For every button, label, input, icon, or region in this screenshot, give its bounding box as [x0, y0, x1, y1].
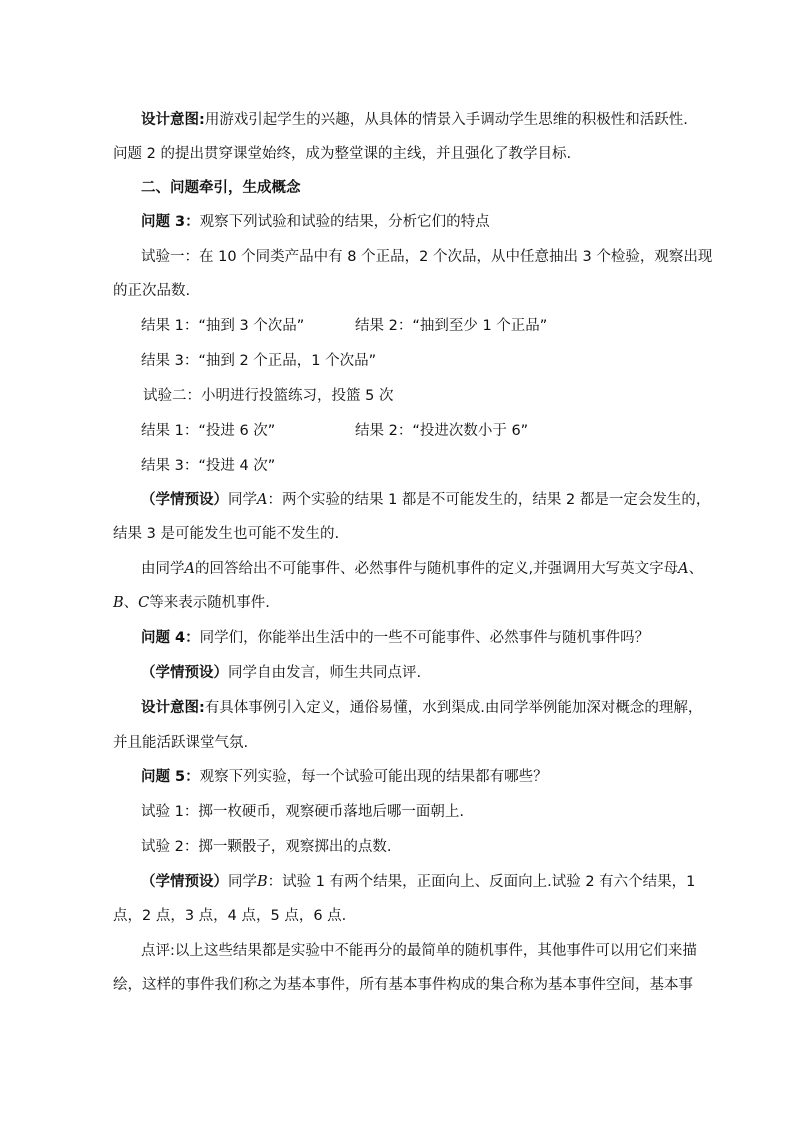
- presupposition-label: （学情预设）: [141, 874, 228, 890]
- presupposition-label: （学情预设）: [141, 492, 228, 508]
- experiment-2-result-3: 结果 3：“投进 4 次”: [141, 458, 276, 474]
- presupposition-text: 同学自由发言，师生共同点评.: [228, 665, 422, 681]
- definition-cont-text: 等来表示随机事件.: [149, 595, 270, 611]
- design-intent-2-cont: 并且能活跃课堂气氛.: [113, 735, 249, 751]
- experiment-1-result-3: 结果 3：“抽到 2 个正品，1 个次品”: [141, 353, 377, 369]
- question-3-text: 观察下列试验和试验的结果，分析它们的特点: [199, 214, 490, 230]
- var-b: B: [113, 595, 124, 611]
- design-intent-label: 设计意图:: [141, 700, 205, 716]
- presupposition-label: （学情预设）: [141, 665, 228, 681]
- experiment-1-text: 试验一：在 10 个同类产品中有 8 个正品，2 个次品，从中任意抽出 3 个检验，观察出现: [141, 249, 713, 265]
- var-b: B: [257, 874, 268, 890]
- presupposition-1-cont: 结果 3 是可能发生也可能不发生的.: [113, 526, 340, 542]
- definition-text-2: 的回答给出不可能事件、必然事件与随机事件的定义,并强调用大写英文字母: [194, 561, 679, 577]
- var-c: C: [138, 595, 150, 611]
- definition-cont: [113, 593, 270, 613]
- separator: 、: [123, 595, 139, 611]
- presupposition-3: [141, 872, 695, 892]
- design-intent-label: 设计意图:: [141, 112, 205, 128]
- design-intent-1-cont: 问题 2 的提出贯穿课堂始终，成为整堂课的主线，并且强化了教学目标.: [113, 146, 572, 162]
- experiment-1-result-1: 结果 1：“抽到 3 个次品”: [141, 318, 305, 334]
- presupposition-2: [141, 663, 421, 683]
- trial-1: 试验 1：掷一枚硬币，观察硬币落地后哪一面朝上.: [141, 804, 464, 820]
- experiment-2-text: 试验二：小明进行投篮练习，投篮 5 次: [143, 388, 394, 404]
- comment-line-2: 绘，这样的事件我们称之为基本事件，所有基本事件构成的集合称为基本事件空间，基本事: [113, 977, 693, 993]
- question-3-label: 问题 3：: [141, 214, 200, 230]
- design-intent-1: [141, 110, 688, 130]
- experiment-1-result-2: 结果 2：“抽到至少 1 个正品”: [355, 318, 548, 334]
- presupposition-who: 同学: [228, 874, 257, 890]
- presupposition-who: 同学: [228, 492, 257, 508]
- var-a: A: [257, 492, 268, 508]
- presupposition-3-cont: 点，2 点，3 点，4 点，5 点，6 点.: [113, 908, 347, 924]
- definition-text-1: 由同学: [141, 561, 185, 577]
- question-5: [141, 767, 548, 787]
- separator: 、: [688, 561, 704, 577]
- experiment-2-result-2: 结果 2：“投进次数小于 6”: [355, 423, 529, 439]
- presupposition-text: ：两个实验的结果 1 都是不可能发生的，结果 2 都是一定会发生的，: [267, 492, 711, 508]
- var-a: A: [184, 561, 195, 577]
- var-a: A: [678, 561, 689, 577]
- presupposition-1: [141, 490, 710, 510]
- question-4: [141, 628, 649, 648]
- design-intent-text: 用游戏引起学生的兴趣，从具体的情景入手调动学生思维的积极性和活跃性.: [204, 112, 688, 128]
- comment-line-1: 点评:以上这些结果都是实验中不能再分的最简单的随机事件，其他事件可以用它们来描: [141, 943, 697, 959]
- design-intent-2: [141, 698, 702, 718]
- section-heading: 二、问题牵引，生成概念: [141, 180, 301, 196]
- trial-2: 试验 2：掷一颗骰子，观察掷出的点数.: [141, 839, 392, 855]
- question-5-label: 问题 5：: [141, 769, 200, 785]
- definition-line: [141, 559, 703, 579]
- experiment-2-result-1: 结果 1：“投进 6 次”: [141, 423, 276, 439]
- question-5-text: 观察下列实验，每一个试验可能出现的结果都有哪些？: [199, 769, 548, 785]
- experiment-1-cont: 的正次品数.: [113, 283, 191, 299]
- question-3: [141, 212, 490, 232]
- question-4-text: 同学们，你能举出生活中的一些不可能事件、必然事件与随机事件吗？: [199, 630, 650, 646]
- presupposition-text: ：试验 1 有两个结果，正面向上、反面向上.试验 2 有六个结果，1: [267, 874, 696, 890]
- design-intent-text: 有具体事例引入定义，通俗易懂，水到渠成.由同学举例能加深对概念的理解，: [204, 700, 703, 716]
- question-4-label: 问题 4：: [141, 630, 200, 646]
